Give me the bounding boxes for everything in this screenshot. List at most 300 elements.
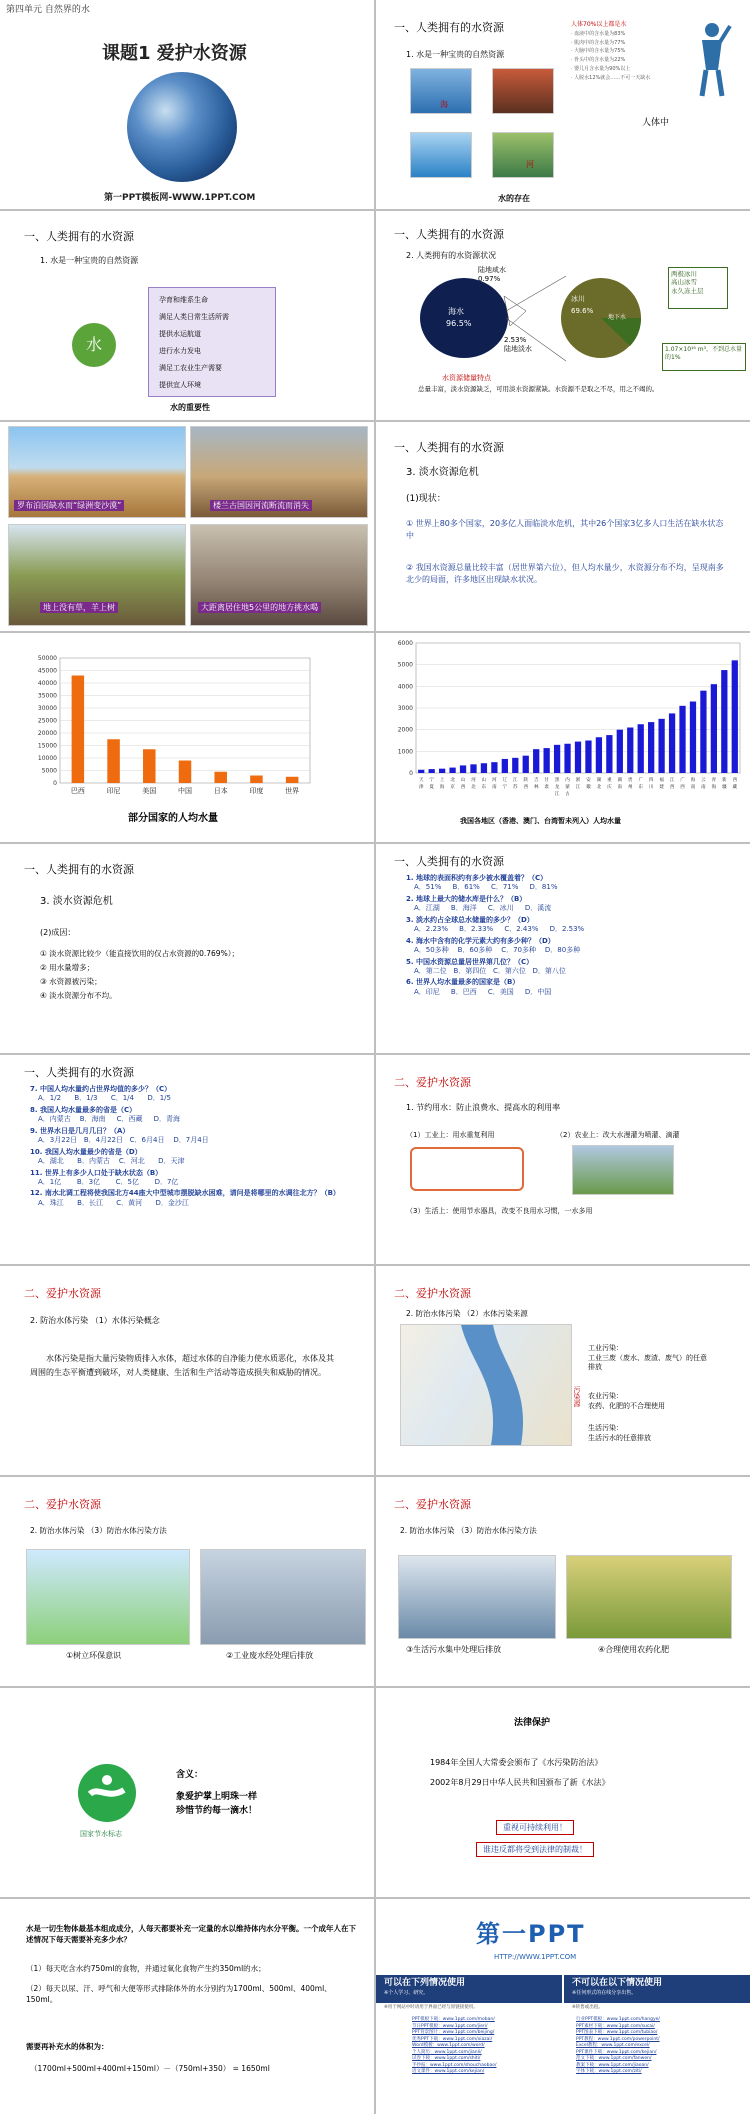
forbidden-sub: ※任何形式的在线分享出售。	[572, 1990, 637, 1996]
x-tick-label: 新	[722, 778, 727, 783]
y-tick-label: 6000	[397, 640, 413, 647]
method-caption-2: ②工业废水经处理后排放	[226, 1651, 314, 1660]
slide-8-region-chart	[376, 633, 750, 842]
x-tick-label: 州	[628, 785, 633, 790]
bar	[575, 742, 581, 773]
x-tick-label: 东	[481, 785, 487, 790]
fresh-box: 1.07×10¹⁶ m³，不到总水量的1%	[662, 343, 746, 371]
land-label: 陆地淡水	[504, 345, 532, 353]
question-text: 4. 海水中含有的化学元素大约有多少种？（D）	[406, 936, 555, 945]
status-point-2: ② 我国水资源总量比较丰富（居世界第六位），但人均水量少，水资源分布不均，呈现南多北少的局面，许多地区出现缺水状况。	[406, 563, 724, 584]
bar	[460, 765, 466, 773]
x-tick-label: 河	[492, 778, 497, 783]
glacier-percent: 69.6%	[571, 307, 594, 315]
domestic-text: 生活污水的任意排放	[588, 1434, 651, 1442]
subheading: 2. 防治水体污染 （1）水体污染概念	[30, 1316, 160, 1325]
x-tick-label: 湖	[596, 778, 602, 783]
bar	[711, 684, 717, 773]
calc-answer: （1700ml+500ml+400ml+150ml）－（750ml+350） = 1650ml	[30, 2064, 270, 2073]
groundwater-label: 地下水	[608, 314, 627, 321]
glacier-label: 冰川	[571, 295, 585, 303]
x-tick-label: 黑	[554, 778, 560, 783]
sea-label: 海水	[448, 307, 464, 316]
sea-percent: 96.5%	[446, 319, 472, 328]
use-item: 孕育和维系生命	[159, 296, 208, 304]
stat-line: 人体70%以上都是水	[571, 21, 627, 28]
section-heading: 一、人类拥有的水资源	[24, 230, 134, 243]
y-tick-label: 40000	[37, 680, 57, 687]
credit-link[interactable]: 试卷下载：www.1ppt.com/shiti/	[412, 2056, 481, 2062]
slide-3-importance	[0, 211, 374, 420]
sea-caption: 海	[440, 100, 448, 109]
subheading: 1. 水是一种宝贵的自然资源	[40, 256, 139, 265]
section-heading: 二、爱护水资源	[394, 1076, 471, 1089]
section-heading: 二、爱护水资源	[394, 1287, 471, 1300]
allowed-title: 可以在下列情况使用	[384, 1978, 466, 1988]
x-tick-label: 庆	[607, 785, 612, 790]
x-tick-label: 吉	[533, 778, 539, 783]
slide-4-water-status	[376, 211, 750, 420]
section-heading: 一、人类拥有的水资源	[24, 1066, 134, 1079]
bar	[606, 735, 612, 773]
x-tick-label: 肃	[544, 785, 549, 790]
x-tick-label: 古	[565, 792, 570, 797]
quiz-question	[30, 1127, 370, 1146]
stat-line: · 血液中的含水量为83%	[571, 30, 626, 37]
credit-link[interactable]: PPT图表下载：www.1ppt.com/tubiao/	[576, 2030, 658, 2036]
cause-item: ③ 水资源被污染；	[40, 977, 102, 986]
x-tick-label: 中国	[178, 787, 192, 795]
credit-link[interactable]: PPT教程：www.1ppt.com/powerpoint/	[576, 2036, 660, 2042]
country-water-chart	[0, 633, 374, 842]
answer-options: A．51% B．61% C．71% D．81%	[414, 883, 558, 892]
industrial-text: 工业三废（废水、废渣、废气）的任意排放	[588, 1354, 707, 1372]
x-tick-label: 广	[638, 778, 643, 783]
question-text: 3. 淡水约占全球总水储量的多少？（D）	[406, 915, 534, 924]
tree-caption: 地上没有草，羊上树	[40, 602, 118, 613]
quiz-question	[406, 978, 746, 997]
x-tick-label: 贵	[628, 778, 633, 783]
method-caption-4: ④合理使用农药化肥	[598, 1645, 670, 1654]
forbidden-panel	[564, 1975, 750, 2003]
slide-17-water-logo	[0, 1688, 374, 1897]
ppt-logo: 第一PPT	[476, 1920, 586, 1948]
x-tick-label: 浙	[575, 778, 581, 783]
x-tick-label: 江	[669, 778, 675, 783]
bar	[638, 724, 644, 773]
x-tick-label: 东	[638, 785, 643, 790]
subheading: 2. 防治水体污染 （3）防治水体污染方法	[30, 1526, 167, 1535]
agricultural-title: 农业污染：	[588, 1392, 623, 1400]
salt-percent: 0.97%	[478, 275, 501, 283]
bar	[690, 702, 696, 774]
question-text: 6. 世界人均水量最多的国家是（B）	[406, 978, 520, 987]
bar	[700, 691, 706, 773]
bar	[617, 730, 623, 773]
glacier-box: 两极冰川 高山冰雪 永久冻土层	[668, 267, 728, 309]
environment-cartoon	[26, 1549, 190, 1645]
credit-link[interactable]: PPT背景图片：www.1ppt.com/beijing/	[412, 2030, 495, 2036]
x-tick-label: 西	[732, 778, 738, 783]
uses-box	[148, 287, 276, 397]
quiz-list	[30, 1085, 370, 1210]
bar	[679, 706, 685, 773]
water-circle-label: 水	[85, 335, 102, 354]
section-heading: 一、人类拥有的水资源	[394, 441, 504, 454]
sustainable-box: 重视可持续利用！	[496, 1820, 574, 1835]
links-right	[576, 2017, 660, 2076]
credit-link[interactable]: PPT素材下载：www.1ppt.com/sucai/	[576, 2023, 655, 2029]
slide-16-prevention-2	[376, 1477, 750, 1686]
calc-intro: 水是一切生物体最基本组成成分，人每天都要补充一定量的水以维持体内水分平衡。一个成年人在下述情况下每天需要补充多少水？	[26, 1924, 356, 1945]
concept-text: 水体污染是指大量污染物质排入水体，超过水体的自净能力使水质恶化，水体及其周围的生态平衡遭到破坏，对人类健康、生活和生产活动等造成损失和威胁的情况。	[30, 1354, 334, 1378]
cause-label: (2)成因：	[40, 928, 76, 937]
loulan-caption: 楼兰古国因河流断流而消失	[210, 500, 312, 511]
logo-caption: 国家节水标志	[80, 1830, 122, 1838]
stat-line: · 肌肉中的含水量为77%	[571, 39, 626, 46]
calc-point-1: （1）每天吃含水约750ml的食物，并通过氧化食物产生约350ml的水；	[26, 1964, 266, 1973]
slide-5-drought-photos	[0, 422, 374, 631]
x-tick-label: 上	[439, 778, 445, 783]
credit-link[interactable]: 节日PPT模板：www.1ppt.com/jieri/	[412, 2023, 488, 2029]
x-tick-label: 徽	[586, 785, 591, 790]
answer-options: A．3月22日 B．4月22日 C．6月4日 D．7月4日	[38, 1136, 209, 1145]
water-circle	[72, 323, 116, 367]
answer-options: A．江湖 B．海洋 C．冰川 D．溪流	[414, 904, 552, 913]
x-tick-label: 日本	[213, 787, 228, 795]
quiz-question	[406, 958, 746, 977]
question-text: 2. 地球上最大的储水库是什么？（B）	[406, 894, 527, 903]
carry-caption: 大距离居住地5公里的地方挑水喝	[198, 602, 321, 613]
law-line-1: 1984年全国人大常委会颁布了《水污染防治法》	[430, 1758, 603, 1767]
x-tick-label: 京	[450, 785, 455, 790]
bar	[658, 719, 664, 773]
slide-2-water-existence	[376, 0, 750, 209]
x-tick-label: 青	[711, 778, 717, 783]
y-tick-label: 5000	[397, 661, 413, 669]
desert-caption: 罗布泊因缺水而“绿洲变沙漠”	[14, 500, 124, 511]
use-item: 进行水力发电	[159, 347, 201, 355]
earth-image	[127, 72, 237, 182]
quiz-question	[406, 895, 746, 914]
bar	[512, 758, 518, 773]
x-tick-label: 内	[565, 778, 570, 783]
y-tick-label: 15000	[37, 742, 57, 750]
x-tick-label: 北	[596, 785, 602, 790]
industrial-title: 工业污染：	[588, 1344, 623, 1352]
x-tick-label: 海	[439, 785, 445, 790]
question-text: 10. 我国人均水量最少的省是（D）	[30, 1147, 142, 1156]
question-text: 11. 世界上有多少人口处于缺水状态（B）	[30, 1168, 163, 1177]
bar	[107, 739, 120, 783]
credit-link[interactable]: 优秀PPT下载：www.1ppt.com/xiazai/	[412, 2036, 493, 2042]
question-text: 12. 南水北调工程将使我国北方44座大中型城市摆脱缺水困难，请问是将哪里的水调往北方？（B）	[30, 1189, 340, 1198]
recycle-diagram	[410, 1147, 524, 1191]
answer-options: A．内蒙古 B．海南 C．西藏 D．青海	[38, 1115, 181, 1124]
allowed-panel	[376, 1975, 562, 2003]
stat-line: · 骨头中的含水量为22%	[571, 57, 626, 64]
sewage-photo	[398, 1555, 556, 1639]
bar	[286, 777, 299, 783]
x-tick-label: 山	[460, 778, 466, 783]
law-title: 法律保护	[514, 1718, 551, 1728]
credit-link[interactable]: 手抄报：www.1ppt.com/shouchaobao/	[412, 2062, 497, 2068]
drinking-figure	[688, 20, 732, 100]
bar	[585, 741, 591, 774]
method-caption-3: ③生活污水集中处理后排放	[406, 1645, 502, 1654]
x-tick-label: 蒙	[565, 785, 570, 790]
bar	[214, 772, 227, 783]
y-tick-label: 20000	[37, 730, 57, 737]
y-tick-label: 0	[53, 780, 57, 787]
quiz-question	[30, 1148, 370, 1167]
quiz-question	[406, 874, 746, 893]
x-tick-label: 宁	[502, 785, 508, 790]
bar	[554, 745, 560, 773]
x-tick-label: 南	[617, 785, 623, 790]
x-tick-label: 重	[607, 778, 612, 783]
section-heading: 二、爱护水资源	[24, 1498, 101, 1511]
quiz-question	[30, 1189, 370, 1208]
quiz-question	[30, 1169, 370, 1188]
slide-15-prevention-1	[0, 1477, 374, 1686]
x-tick-label: 河	[471, 778, 476, 783]
x-tick-label: 四	[648, 778, 654, 783]
calc-point-2: （2）每天以尿、汗、呼气和大便等形式排除体外的水分别约为1700ml、500ml、400ml、150ml。	[26, 1984, 332, 2005]
subheading: 2. 人类拥有的水资源状况	[406, 251, 497, 260]
subheading: 1. 水是一种宝贵的自然资源	[406, 50, 505, 59]
quiz-question	[30, 1106, 370, 1125]
x-tick-label: 世界	[285, 787, 300, 795]
bar	[544, 748, 550, 773]
x-tick-label: 海	[690, 778, 696, 783]
existence-caption: 水的存在	[498, 194, 530, 203]
question-text: 1. 地球的表面积约有多少被水覆盖着？（C）	[406, 874, 548, 882]
allowed-sub: ※个人学习、研究。	[384, 1990, 429, 1996]
section-heading: 一、人类拥有的水资源	[394, 855, 504, 868]
bar	[627, 728, 633, 774]
answer-options: A．1亿 B．3亿 C．5亿 D．7亿	[38, 1177, 179, 1186]
bar	[732, 660, 738, 773]
x-tick-label: 龙	[554, 785, 560, 790]
x-tick-label: 北	[471, 785, 476, 790]
chart-title: 部分国家的人均水量	[128, 813, 218, 824]
bar	[564, 744, 570, 773]
answer-options: A．第二位 B．第四位 C．第六位 D．第八位	[414, 966, 566, 975]
bar	[439, 769, 445, 773]
cause-item: ② 用水量增多；	[40, 963, 95, 972]
ocean-photo	[410, 132, 472, 178]
quiz-question	[406, 916, 746, 935]
bar	[523, 756, 529, 773]
answer-options: A．印尼 B．巴西 C．美国 D．中国	[414, 987, 552, 996]
x-tick-label: 巴西	[70, 787, 85, 795]
slide-18-law	[376, 1688, 750, 1897]
importance-caption: 水的重要性	[170, 403, 210, 412]
x-tick-label: 西	[680, 785, 685, 790]
x-tick-label: 江	[575, 785, 581, 790]
answer-options: A．1/2 B．1/3 C．1/4 D．1/5	[38, 1094, 171, 1103]
allowed-sub-2: ※用于网站中时请用于界面已经与原链接使用。	[384, 2005, 478, 2010]
mountain-photo	[492, 68, 554, 114]
unit-label: 第四单元 自然界的水	[6, 5, 90, 15]
links-left	[412, 2017, 496, 2076]
use-item: 提供宜人环境	[159, 381, 201, 389]
question-text: 7. 中国人均水量约占世界均值的多少？（C）	[30, 1085, 172, 1093]
method-caption-1: ①树立环保意识	[66, 1651, 122, 1660]
body-stats	[571, 22, 681, 81]
treatment-photo	[200, 1549, 366, 1645]
status-label: (1)现状：	[406, 494, 446, 504]
credit-link[interactable]: 教案下载：www.1ppt.com/jiaoan/	[576, 2062, 649, 2068]
y-tick-label: 5000	[41, 767, 57, 775]
crop-photo	[566, 1555, 732, 1639]
x-tick-label: 广	[680, 778, 685, 783]
chart-title: 我国各地区（香港、澳门、台湾暂未列入）人均水量	[460, 817, 621, 825]
x-tick-label: 南	[690, 785, 696, 790]
question-text: 9. 世界水日是几月几日？（A）	[30, 1126, 130, 1135]
credit-link[interactable]: Word模板：www.1ppt.com/word/	[412, 2043, 485, 2049]
subheading: 3. 淡水资源危机	[406, 467, 479, 478]
x-tick-label: 云	[701, 778, 706, 783]
x-tick-label: 湖	[617, 778, 623, 783]
question-text: 8. 我国人均水量最多的省是（C）	[30, 1105, 137, 1114]
slide-13-pollution-concept	[0, 1266, 374, 1475]
sanction-box: 谁违反都将受到法律的制裁！	[476, 1842, 594, 1857]
credit-link[interactable]: Excel教程：www.1ppt.com/excel/	[576, 2043, 650, 2049]
stat-line: · 婴儿月含水量为90%以上	[571, 65, 631, 72]
lesson-title: 课题1 爱护水资源	[102, 43, 247, 64]
daily-line: （3）生活上：使用节水器具，改变不良用水习惯，一水多用	[406, 1207, 593, 1215]
x-tick-label: 安	[586, 778, 591, 783]
slide-19-calculation	[0, 1899, 374, 2114]
bar	[648, 722, 654, 773]
answer-options: A．50多种 B．60多种 C．70多种 D．80多种	[414, 946, 581, 955]
section-heading: 一、人类拥有的水资源	[394, 228, 504, 241]
section-heading: 一、人类拥有的水资源	[394, 21, 504, 34]
x-tick-label: 疆	[722, 785, 727, 790]
slide-10-quiz-1	[376, 844, 750, 1053]
y-tick-label: 3000	[397, 705, 413, 712]
meaning-label: 含义：	[176, 1770, 204, 1780]
y-tick-label: 1000	[397, 748, 413, 756]
x-tick-label: 西	[523, 785, 528, 790]
subheading: 1. 节约用水：防止浪费水、提高水的利用率	[406, 1103, 561, 1112]
y-tick-label: 25000	[37, 717, 57, 725]
x-tick-label: 山	[481, 778, 487, 783]
x-tick-label: 津	[418, 785, 424, 790]
y-tick-label: 50000	[37, 655, 57, 662]
y-tick-label: 10000	[37, 755, 57, 762]
pollution-illustration	[400, 1324, 572, 1446]
x-tick-label: 陕	[523, 778, 528, 783]
agri-line: （2）农业上：改大水漫灌为喷灌、滴灌	[556, 1131, 680, 1139]
bar	[418, 770, 424, 773]
bar	[143, 749, 156, 783]
bar	[721, 670, 727, 773]
x-tick-label: 北	[450, 778, 455, 783]
x-tick-label: 甘	[544, 778, 549, 783]
quiz-question	[30, 1085, 370, 1104]
ppt-url: HTTP://WWW.1PPT.COM	[494, 1953, 577, 1961]
bar	[596, 737, 602, 773]
subheading: 2. 防治水体污染 （3）防治水体污染方法	[400, 1526, 537, 1535]
x-tick-label: 印度	[249, 787, 264, 795]
x-tick-label: 建	[659, 785, 664, 790]
x-tick-label: 南	[492, 785, 497, 790]
credit-link[interactable]: 范文下载：www.1ppt.com/fanwen/	[576, 2056, 652, 2062]
x-tick-label: 美国	[142, 787, 157, 795]
x-tick-label: 福	[659, 778, 664, 783]
credit-link[interactable]: 个人简历：www.1ppt.com/jianli/	[412, 2049, 482, 2055]
river-photo	[492, 132, 554, 178]
agricultural-text: 农药、化肥的不合理使用	[588, 1402, 665, 1410]
feature-note: 总量丰富，淡水资源缺乏，可用淡水资源紧缺。水资源不是取之不尽，用之不竭的。	[418, 385, 659, 393]
question-text: 5. 中国水资源总量居世界第几位？（C）	[406, 957, 534, 966]
status-point-1: ① 世界上80多个国家，20多亿人面临淡水危机，其中26个国家3亿多人口生活在缺水状态中	[406, 519, 724, 540]
section-heading: 一、人类拥有的水资源	[24, 863, 134, 876]
water-saving-logo	[78, 1764, 136, 1822]
feature-title: 水资源储量特点	[442, 374, 491, 382]
y-tick-label: 45000	[37, 667, 57, 675]
in-body-label: 人体中	[642, 118, 670, 128]
sprinkler-photo	[572, 1145, 674, 1195]
x-tick-label: 辽	[502, 778, 508, 783]
y-tick-label: 30000	[37, 705, 57, 712]
slide-1-title	[0, 0, 374, 209]
credit-link[interactable]: 行业PPT模板：www.1ppt.com/hangye/	[576, 2017, 660, 2022]
forbidden-title: 不可以在以下情况使用	[572, 1978, 663, 1988]
bar	[481, 763, 487, 773]
x-tick-label: 林	[533, 785, 539, 790]
slide-11-quiz-2	[0, 1055, 374, 1264]
credit-link[interactable]: PPT课件下载：www.1ppt.com/kejian/	[576, 2049, 657, 2055]
y-tick-label: 2000	[397, 726, 413, 734]
region-water-chart	[376, 633, 750, 842]
forbidden-sub-2: ※转售或出租。	[572, 2005, 603, 2010]
use-item: 满足工农业生产需要	[159, 364, 222, 372]
subheading: 3. 淡水资源危机	[40, 896, 113, 907]
use-item: 满足人类日常生活所需	[159, 313, 229, 321]
section-heading: 二、爱护水资源	[24, 1287, 101, 1300]
credit-link[interactable]: PPT模板下载：www.1ppt.com/moban/	[412, 2017, 495, 2022]
quiz-question	[406, 937, 746, 956]
bar	[502, 759, 508, 773]
credit-link[interactable]: 字体下载：www.1ppt.com/ziti/	[576, 2069, 642, 2075]
bar	[533, 749, 539, 773]
river-caption: 河	[526, 160, 534, 169]
bar	[470, 764, 476, 773]
x-tick-label: 印尼	[106, 787, 121, 795]
credit-link[interactable]: 语文课件：www.1ppt.com/kejian/	[412, 2069, 485, 2075]
section-heading: 二、爱护水资源	[394, 1498, 471, 1511]
salt-label: 陆地咸水	[478, 266, 506, 274]
domestic-title: 生活污染：	[588, 1424, 623, 1432]
industry-line: （1）工业上：用水重复利用	[406, 1131, 495, 1139]
law-line-2: 2002年8月29日中华人民共和国颁布了新《水法》	[430, 1778, 610, 1787]
slide-7-country-chart	[0, 633, 374, 842]
slide-12-save-water	[376, 1055, 750, 1264]
brand-text: 第一PPT模板网-WWW.1PPT.COM	[104, 193, 256, 203]
slide-9-crisis-causes	[0, 844, 374, 1053]
x-tick-label: 海	[711, 785, 717, 790]
y-tick-label: 0	[409, 770, 413, 777]
x-tick-label: 天	[418, 778, 424, 783]
slide-20-ppt-credits	[376, 1899, 750, 2114]
answer-options: A．珠江 B．长江 C．黄河 D．金沙江	[38, 1198, 189, 1207]
stat-line: · 人脱水12%就会……不可一天缺水	[571, 74, 651, 81]
x-tick-label: 江	[513, 778, 518, 783]
